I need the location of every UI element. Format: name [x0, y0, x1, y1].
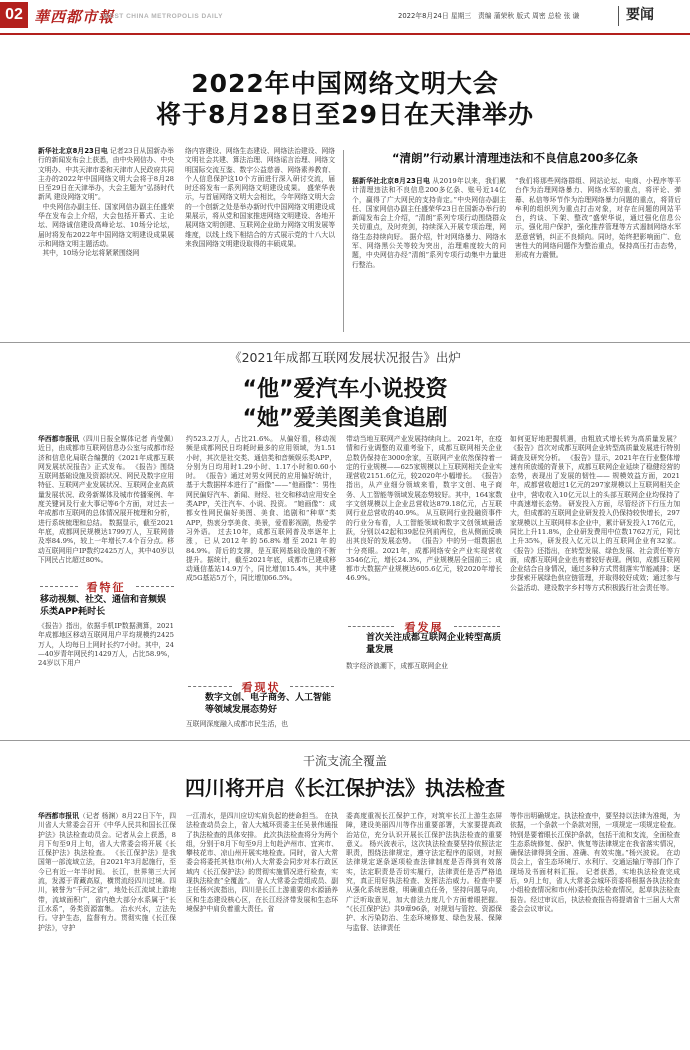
masthead	[0, 0, 690, 33]
column-divider	[343, 150, 344, 332]
qinglang-headline: “清朗”行动累计清理违法和不良信息200多亿条	[391, 151, 639, 165]
newspaper-english-name: WEST CHINA METROPOLIS DAILY	[103, 13, 223, 20]
dash-deco	[136, 586, 174, 587]
report-col2-cont: 互联网深度融入成都市民生活，也	[186, 720, 288, 728]
report-col4: 如何更好地把握机遇，由粗放式增长转为高质量发展？ 《报告》首次对成都互联网企业转型高质量发展进行特别调查及研究分析。 《报告》显示，2021年在行业整体增速有所放缓的背景下，成都互联网企业延续了稳健经营的态势，表现出了发展的韧性—— 规模效益方面，2021年，成都营收超过1亿元的297家规模以上互联网相关企业中，营收收入10亿元以上的头部互联网企业均保持了中高速增长态势。 研发投入方面，尽管经济下行压力加大，但成都的互联网企业研发投入仍保持较快增长，297家规模以上互联网样本企业中，累计研发投入176亿元，同比上升11.8%，企业研发费用中位数1762万元，同比上升35%，研发投入亿元以上的互联网企业有32家。 《报告》还指出，在转型发展、绿色发展、社会责任等方面，成都互联网企业也有着较好表现。例如，成都互联网企业结合自身情况，通过多种方式贯彻落实节能减排；逐步探索开展绿色供应链管理，并取得较好成效；通过参与公益活动、建设数字乡村等方式积极践行社会责任等。	[510, 435, 680, 592]
report-subhead-development-desc: 首次关注成都互联网企业转型高质量发展	[366, 633, 502, 655]
report-col3-cont: 数字经济浪潮下，成都互联网企业	[346, 662, 448, 670]
report-col3: 带动当地互联网产业发展持续向上。 2021年，在疫情和行业调整的双重考验下，成都互联网相关企业总数仍保持在3000余家，互联网产业依然保持着一定的行业规模——625家规模以上互联网相关企业实现营收2151.6亿元，较2020年小幅增长。 《报告》指出，从产业细分领域来看，数字文创、电子商务、人工智能等领域发展态势较好。其中，164家数字文创规模以上企业总营收达879.18亿元，占互联网行业总营收的40.9%。 从互联网行业投融资事件的行业分布看，人工智能领域和数字文创领域最活跃，分别以42起和39起位列前两位，也从侧面反映出其良好的发展态势。 《报告》中的另一组数据也十分亮眼。2021年，成都网络安全产业实现营收3546亿元，增长24.3%，产业规模居全国前三；成都市大数据产业规模达605.6亿元，较2020年增长46.9%。	[346, 435, 502, 583]
dash-deco	[348, 626, 394, 627]
issue-info: 2022年8月24日 星期三 责编 蒲荣秋 版式 周密 总检 张 谦	[398, 12, 580, 20]
law-col3: 委高度重视长江保护工作，对筑牢长江上游生态屏障，建设美丽四川等作出重要部署，大家要提高政治站位，充分认识开展长江保护法执法检查的重要意义。 杨兴波表示，这次执法检查要坚持依照法定职责，围绕法律规定，遵守法定程序的原则，对照法律规定逐条逐项检查法律制度是否得到有效落实，法定职责是否切实履行，法律责任是否严格追究，真正用好执法检查、发挥法治威力。检查中要从强化系统思维，明确重点任务，坚持问题导向，广泛听取意见，加大普法力度几个方面着眼把握。 “《长江保护法》共9章96条，对规划与管控、资源保护、水污染防治、生态环境修复、绿色发展、保障与监督、法律责任	[346, 812, 502, 932]
law-kicker: 干流支流全覆盖	[302, 754, 387, 768]
section-rule	[0, 740, 690, 741]
law-col2: 一江清水，是四川应切实肩负起的使命担当。 在执法检查动员会上，省人大城环资委主任吴景伟通报了执法检查的具体安排。 此次执法检查将分为两个组，分别于8月下旬至9月上旬赴泸州市、宜宾市、攀枝花市、凉山州开展实地检查。同时，省人大常委会将委托其他市(州)人大常委会同步对本行政区域内《长江保护法》的贯彻实施情况进行检查，实现执法检查“全覆盖”。 省人大常委会党组成员、副主任杨兴波指出，四川是长江上游重要的水源涵养区和生态建设核心区，在长江经济带发展和生态环境保护中肩负着重大责任。省	[186, 812, 338, 913]
report-subhead-features: 看特征	[86, 581, 126, 594]
lead-article-col1: 新华社北京8月23日电 记者23日从国新办举行的新闻发布会上获悉，由中央网信办、中央文明办、中共天津市委和天津市人民政府共同主办的2022年中国网络文明大会将于8月28日至29日在天津举办，大会主题为“弘扬时代新风 建设网络文明”。 中央网信办副主任、国家网信办副主任盛荣华在发布会上介绍，大会包括开幕式、主论坛、网络诚信建设高峰论坛、10场分论坛，届时将发布2022年中国网络文明建设成果展示和网络文明主题活动。 其中，10场分论坛将紧紧围绕网	[38, 147, 174, 258]
newspaper-logo: 華西都市報	[34, 8, 115, 26]
report-headline-line2: “她”爱美图美食追剧	[242, 406, 448, 431]
report-subhead-status: 看现状	[241, 681, 281, 694]
law-headline: 四川将开启《长江保护法》执法检查	[185, 776, 505, 800]
dash-deco	[188, 686, 232, 687]
report-col1-cont: 《报告》指出，依据手机IP数据测算，2021年成都地区移动互联网用户平均规模约2425万人，人均每日上网时长约7小时。其中，24—40岁青年网民约1429万人，占比58.9%，24岁以下用户	[38, 622, 174, 668]
divider	[618, 6, 619, 26]
report-headline-line1: “他”爱汽车小说投资	[242, 377, 448, 402]
section-rule	[0, 342, 690, 343]
law-col4: 等作出明确规定。执法检查中，要坚持以法律为准绳，为依据，一个条款一个条款对照，一项规定一项规定检查。特别是要着眼长江保护条款，包括干流和支流，全面检查生态系统修复、保护、恢复等法律规定在我省落实情况，确保法律得到全面、准确、有效实施。”杨兴波说。 在动员会上，省生态环境厅、水利厅、交通运输厅等部门作了现场及书面材料汇报。 记者获悉，实地执法检查完成后，9月上旬，省人大常委会城环资委将根据各执法检查小组检查情况和市(州)委托执法检查情况，起草执法检查报告。经过审议后，执法检查报告将提请省十三届人大常委会会议审议。	[510, 812, 680, 913]
report-subhead-features-desc: 移动视频、社交、通信和音频娱乐类APP耗时长	[40, 595, 167, 617]
report-subhead-status-desc: 数字文创、电子商务、人工智能等领域发展态势好	[205, 693, 332, 715]
lead-headline-line2: 将于8月28日至29日在天津举办	[156, 100, 534, 129]
report-col1: 华西都市报讯（四川日报全媒体记者 肖莹佩）近日，由成都市互联网信息办公室与成都市经济和信息化局联合编撰的《2021年成都互联网发展状况报告》正式发布。 《报告》围绕互联网基础设施及资源状况、网民及数字应用特征、互联网产业发展状况、互联网企业高质量发展状况、政务新媒体及城市传播案例、年度关键词及行业大事记等6个方面，对过去一年成都市互联网的总体情况展开梳理和分析，进行系统梳理和总结。 数据显示，截至2021年底，成都网民规模达1799万人，互联网普及率84.9%，较上一年增长7.4个百分点。移动互联网用户IP数约2425万人，其中40岁以下网民占比超过80%。	[38, 435, 174, 564]
qinglang-article-col1: 据新华社北京8月23日电 从2019年以来，我们累计清理违法和不良信息200多亿条、账号近14亿个，赢得了广大网民的支持肯定。”中央网信办副主任、国家网信办副主任盛荣华23日在国新办举行的新闻发布会上介绍，“清朗”系列专项行动围绕群众关切重点，及时亮剑，持续深入开展专项治理，网络生态持续向好。 据介绍，针对网络暴力、网络水军、网络黑公关等较为突出，治理难度较大的问题，中央网信办经“清朗”系列专项行动集中力量进行整治。	[352, 177, 506, 269]
law-col1: 华西都市报讯（记者 杨渊）8月22日下午，四川省人大常委会召开《中华人民共和国长江保护法》执法检查动员会。记者从会上获悉，8月下旬至9月上旬，省人大常委会将开展《长江保护法》执法检查。 《长江保护法》是我国第一部流域立法，自2021年3月起施行，至今已有近一年半时间。 长江，世界第三大河流，发源于青藏高原，横贯流经四川过境。四川，被誉为“千河之省”，地处长江流域上游地带，流域面积广，省内绝大部分水系属于“长江水系”，务类资源富集。 治水兴水，立法先行。守护生态，监督有力。贯彻实施《长江保护法》，守护	[38, 812, 176, 932]
dash-deco	[40, 586, 78, 587]
report-kicker: 《2021年成都互联网发展状况报告》出炉	[229, 350, 461, 365]
page-number: 02	[0, 2, 28, 28]
masthead-rule	[0, 33, 690, 35]
dash-deco	[290, 686, 334, 687]
dateline: 新华社北京8月23日电	[38, 147, 108, 155]
report-col2: 约523.2万人，占比21.6%。 从偏好看，移动视频是成都网民日均耗时最多的应用领域，为1.51小时，其次是社交类、通信类和音频娱乐类APP，分别为日均用时1.29小时、1.17小时和0.60小时。 《报告》通过对男女网民的应用偏好统计，基于大数据样本进行了“画像”——“他画像”：男性网民偏好汽车、新闻、财经、社交和移动应用安全类APP，关注汽车、小说、投资。 “她画像”：成都女性网民偏好美图、美食、追剧和“种草”类APP，热衷分享美食、美景，爱看影视剧，热爱学习外语。 过去10年，成都互联网普及率逐年上涨，已从2012年的56.8%增至2021年的84.9%。背后的支撑，是互联网基础设施的不断提升。据统计，截至2021年底，成都市已建成移动通信基站14.9万个，同比增加15.4%，其中建成5G基站5万个，同比增加66.5%。	[186, 435, 336, 583]
lead-article-col2: 络内容建设、网络生态建设、网络法治建设、网络文明社会共建、算法治理、网络谣言治理、网络文明国际交流互鉴、数字公益慈善、网络素养教育、个人信息保护这10个方面进行深入研讨交流，届时还将发布一系列网络文明建设成果。 盛荣华表示，与首届网络文明大会相比，今年网络文明大会的一个创新之处是举办新时代中国网络文明建设成果展示，将从党和国家推进网络文明建设、各地开展网络文明创建、互联网企业助力网络文明发展等维度，以线上线下相结合的方式展示党的十八大以来我国网络文明建设取得的丰硕成果。	[185, 147, 335, 248]
report-subhead-development: 看发展	[404, 621, 444, 634]
dash-deco	[454, 626, 500, 627]
lead-headline-line1: 2022年中国网络文明大会	[191, 69, 499, 98]
qinglang-article-col2: “我们将那些网络群组、网站论坛、电商、小程序等平台作为治理网络暴力、网络水军的重点，将评论、弹幕、私信等环节作为治理网络暴力问题的重点，将背后牟利的组织列为重点打击对象，对存在问题的网站平台，约谈、下架、整改”盛荣华说，通过强化信息公示，强化用户保护，强化推荐管理等方式遏制网络水军恶意营销，纠正不良倾向。同时，始终把影响面广、危害性大的网络问题作为整治重点，保持高压打击态势，形成有力震慑。	[515, 177, 681, 260]
section-title: 要闻	[626, 7, 654, 23]
